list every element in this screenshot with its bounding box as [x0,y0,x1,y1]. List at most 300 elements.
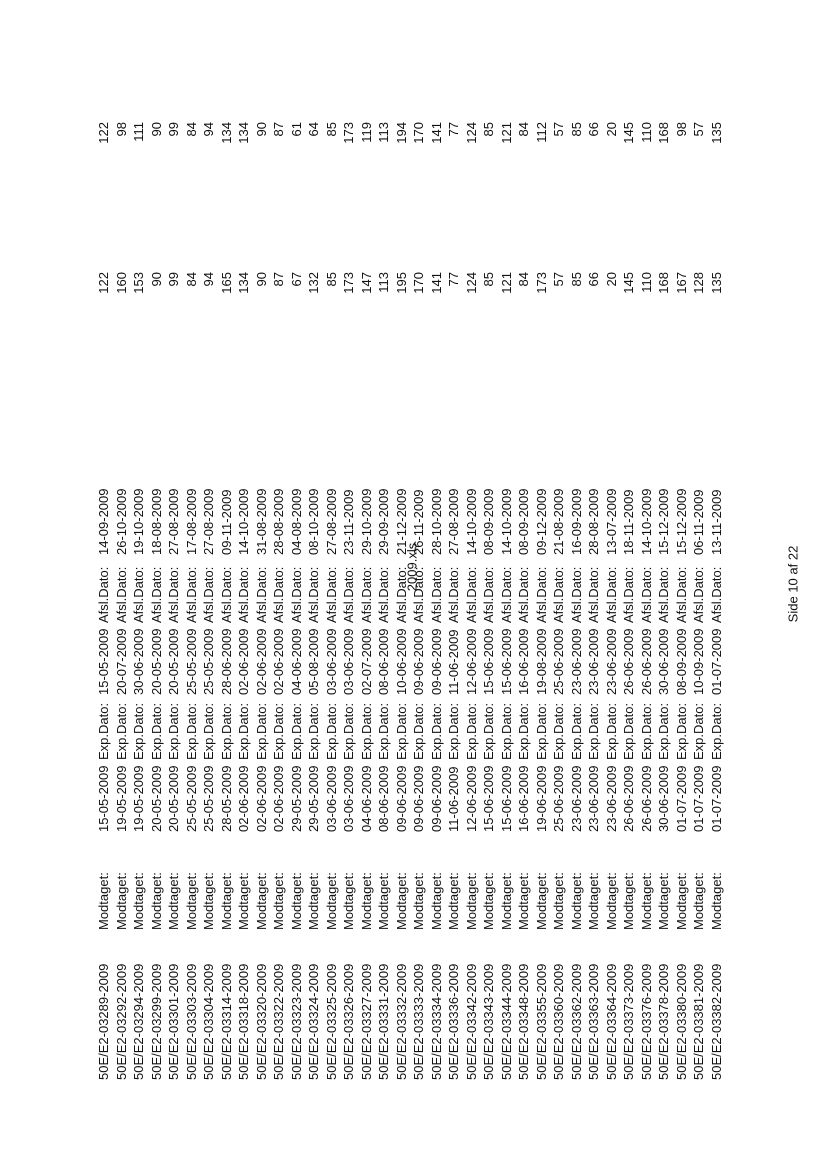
received-label-cell: Modtaget: [621,872,636,930]
exp-label-cell: Exp.Dato: [306,702,321,760]
days-total-cell: 173 [533,272,549,294]
days-exp-cell: 119 [358,122,374,143]
received-label-cell: Modtaget: [323,872,339,930]
closed-label-cell: Afsl.Dato: [271,566,286,623]
exp-date-cell: 09-06-2009 [411,628,426,695]
closed-date-cell: 27-08-2009 [166,488,181,555]
days-exp-cell: 170 [411,122,426,144]
exp-label-cell: Exp.Dato: [183,702,199,760]
exp-date-cell: 15-06-2009 [498,628,514,695]
table-row [130,120,148,1080]
days-exp-cell: 134 [218,122,234,144]
closed-date-cell: 14-09-2009 [96,488,111,555]
exp-label-cell: Exp.Dato: [603,702,619,760]
days-total-cell: 128 [691,272,706,294]
days-exp-cell: 112 [533,122,549,143]
exp-label-cell: Exp.Dato: [656,702,671,760]
case-id-cell: 50E/E2-03332-2009 [393,963,409,1080]
exp-date-cell: 02-07-2009 [358,628,374,695]
closed-date-cell: 18-11-2009 [621,489,636,555]
closed-date-cell: 15-12-2009 [673,488,689,555]
closed-date-cell: 27-08-2009 [201,488,216,555]
closed-label-cell: Afsl.Dato: [148,566,164,623]
received-date-cell: 01-07-2009 [691,765,706,832]
closed-date-cell: 28-08-2009 [271,488,286,555]
closed-date-cell: 14-10-2009 [463,488,479,555]
received-label-cell: Modtaget: [236,872,251,930]
closed-date-cell: 09-11-2009 [218,489,234,555]
table-row [550,120,568,1080]
days-total-cell: 195 [393,272,409,294]
exp-date-cell: 11-06-2009 [446,629,461,695]
closed-label-cell: Afsl.Dato: [411,566,426,623]
received-label-cell: Modtaget: [708,872,724,930]
table-row [673,120,691,1080]
closed-label-cell: Afsl.Dato: [708,566,724,623]
days-total-cell: 160 [113,272,129,294]
exp-date-cell: 08-09-2009 [673,628,689,695]
closed-label-cell: Afsl.Dato: [306,566,321,623]
exp-date-cell: 10-06-2009 [393,628,409,695]
exp-label-cell: Exp.Dato: [673,702,689,760]
exp-label-cell: Exp.Dato: [428,702,444,760]
closed-label-cell: Afsl.Dato: [673,566,689,623]
exp-date-cell: 25-05-2009 [201,628,216,695]
table-row [498,120,516,1080]
exp-label-cell: Exp.Dato: [551,702,566,760]
table-row [533,120,551,1080]
received-date-cell: 15-06-2009 [498,765,514,832]
closed-date-cell: 09-12-2009 [533,488,549,555]
exp-date-cell: 12-06-2009 [463,628,479,695]
table-row [305,120,323,1080]
table-row [515,120,533,1080]
closed-date-cell: 08-09-2009 [516,488,531,555]
days-total-cell: 94 [201,272,216,287]
received-label-cell: Modtaget: [341,872,356,930]
days-exp-cell: 64 [306,122,321,137]
case-id-cell: 50E/E2-03333-2009 [411,963,426,1080]
received-label-cell: Modtaget: [96,872,111,930]
days-exp-cell: 85 [481,122,496,137]
case-id-cell: 50E/E2-03378-2009 [656,963,671,1080]
received-date-cell: 20-05-2009 [166,765,181,832]
received-label-cell: Modtaget: [603,872,619,930]
case-id-cell: 50E/E2-03323-2009 [288,963,304,1080]
closed-date-cell: 27-08-2009 [446,488,461,555]
closed-date-cell: 27-08-2009 [323,488,339,555]
exp-label-cell: Exp.Dato: [376,702,391,760]
closed-label-cell: Afsl.Dato: [201,566,216,623]
days-total-cell: 77 [446,272,461,287]
table-row [375,120,393,1080]
days-exp-cell: 90 [253,122,269,137]
exp-date-cell: 02-06-2009 [271,628,286,695]
received-date-cell: 28-05-2009 [218,765,234,832]
exp-label-cell: Exp.Dato: [323,702,339,760]
closed-date-cell: 26-10-2009 [113,488,129,555]
days-total-cell: 121 [498,272,514,294]
received-date-cell: 03-06-2009 [341,765,356,832]
days-total-cell: 170 [411,272,426,294]
table-row [620,120,638,1080]
received-label-cell: Modtaget: [498,872,514,930]
exp-date-cell: 15-05-2009 [96,628,111,695]
days-total-cell: 110 [638,272,654,293]
table-row [200,120,218,1080]
received-label-cell: Modtaget: [481,872,496,930]
table-row [410,120,428,1080]
received-date-cell: 30-06-2009 [656,765,671,832]
closed-date-cell: 26-11-2009 [411,489,426,555]
case-id-cell: 50E/E2-03362-2009 [568,963,584,1080]
closed-date-cell: 17-08-2009 [183,488,199,555]
days-exp-cell: 85 [568,122,584,137]
case-id-cell: 50E/E2-03344-2009 [498,963,514,1080]
days-total-cell: 167 [673,272,689,294]
days-exp-cell: 20 [603,122,619,137]
received-date-cell: 02-06-2009 [253,765,269,832]
closed-date-cell: 14-10-2009 [498,488,514,555]
days-exp-cell: 134 [236,122,251,144]
exp-date-cell: 30-06-2009 [131,628,146,695]
exp-label-cell: Exp.Dato: [288,702,304,760]
closed-label-cell: Afsl.Dato: [428,566,444,623]
days-total-cell: 85 [481,272,496,287]
received-label-cell: Modtaget: [131,872,146,930]
received-date-cell: 26-06-2009 [621,765,636,832]
closed-label-cell: Afsl.Dato: [533,566,549,623]
exp-label-cell: Exp.Dato: [516,702,531,760]
table-row [393,120,411,1080]
days-exp-cell: 99 [166,122,181,137]
table-row [708,120,726,1080]
exp-label-cell: Exp.Dato: [568,702,584,760]
received-date-cell: 09-06-2009 [393,765,409,832]
case-id-cell: 50E/E2-03348-2009 [516,963,531,1080]
closed-label-cell: Afsl.Dato: [166,566,181,623]
days-exp-cell: 168 [656,122,671,144]
days-exp-cell: 121 [498,122,514,144]
received-label-cell: Modtaget: [691,872,706,930]
case-id-cell: 50E/E2-03380-2009 [673,963,689,1080]
days-total-cell: 87 [271,272,286,287]
table-row [218,120,236,1080]
exp-label-cell: Exp.Dato: [358,702,374,760]
closed-label-cell: Afsl.Dato: [253,566,269,623]
table-row [638,120,656,1080]
received-label-cell: Modtaget: [428,872,444,930]
closed-date-cell: 18-08-2009 [148,488,164,555]
closed-label-cell: Afsl.Dato: [446,566,461,623]
days-total-cell: 113 [376,272,391,293]
received-date-cell: 19-06-2009 [533,765,549,832]
days-total-cell: 168 [656,272,671,294]
days-exp-cell: 66 [586,122,601,137]
received-label-cell: Modtaget: [638,872,654,930]
table-row [690,120,708,1080]
days-total-cell: 132 [306,272,321,294]
table-row [288,120,306,1080]
exp-date-cell: 15-06-2009 [481,628,496,695]
exp-date-cell: 20-05-2009 [166,628,181,695]
closed-label-cell: Afsl.Dato: [393,566,409,623]
received-date-cell: 19-05-2009 [113,765,129,832]
days-exp-cell: 90 [148,122,164,137]
exp-label-cell: Exp.Dato: [166,702,181,760]
case-id-cell: 50E/E2-03304-2009 [201,963,216,1080]
days-exp-cell: 61 [288,122,304,137]
days-total-cell: 173 [341,272,356,294]
days-total-cell: 99 [166,272,181,287]
received-date-cell: 08-06-2009 [376,765,391,832]
case-id-cell: 50E/E2-03292-2009 [113,963,129,1080]
case-id-cell: 50E/E2-03326-2009 [341,963,356,1080]
days-exp-cell: 84 [516,122,531,137]
received-label-cell: Modtaget: [271,872,286,930]
exp-label-cell: Exp.Dato: [218,702,234,760]
days-exp-cell: 110 [638,122,654,143]
table-row [183,120,201,1080]
days-exp-cell: 194 [393,122,409,144]
page-footer-number: Side 10 af 22 [785,545,801,623]
received-date-cell: 23-06-2009 [568,765,584,832]
days-exp-cell: 57 [551,122,566,137]
closed-label-cell: Afsl.Dato: [621,566,636,623]
case-id-cell: 50E/E2-03381-2009 [691,963,706,1080]
table-row [480,120,498,1080]
received-date-cell: 25-06-2009 [551,765,566,832]
days-exp-cell: 173 [341,122,356,144]
received-date-cell: 26-06-2009 [638,765,654,832]
closed-label-cell: Afsl.Dato: [603,566,619,623]
days-total-cell: 85 [568,272,584,287]
days-exp-cell: 87 [271,122,286,137]
days-total-cell: 66 [586,272,601,287]
closed-date-cell: 16-09-2009 [568,488,584,555]
closed-label-cell: Afsl.Dato: [131,566,146,623]
case-id-cell: 50E/E2-03355-2009 [533,963,549,1080]
exp-date-cell: 23-06-2009 [568,628,584,695]
closed-label-cell: Afsl.Dato: [551,566,566,623]
closed-label-cell: Afsl.Dato: [481,566,496,623]
days-exp-cell: 94 [201,122,216,137]
closed-label-cell: Afsl.Dato: [113,566,129,623]
received-date-cell: 25-05-2009 [183,765,199,832]
case-id-cell: 50E/E2-03382-2009 [708,963,724,1080]
records-table [95,120,725,1080]
closed-date-cell: 06-11-2009 [691,489,706,555]
days-exp-cell: 113 [376,122,391,143]
closed-label-cell: Afsl.Dato: [358,566,374,623]
days-exp-cell: 124 [463,122,479,144]
received-label-cell: Modtaget: [218,872,234,930]
exp-label-cell: Exp.Dato: [411,702,426,760]
table-row [340,120,358,1080]
case-id-cell: 50E/E2-03301-2009 [166,963,181,1080]
table-row [253,120,271,1080]
received-label-cell: Modtaget: [393,872,409,930]
closed-label-cell: Afsl.Dato: [498,566,514,623]
received-label-cell: Modtaget: [551,872,566,930]
table-row [270,120,288,1080]
exp-label-cell: Exp.Dato: [341,702,356,760]
received-label-cell: Modtaget: [516,872,531,930]
closed-date-cell: 13-11-2009 [708,489,724,555]
exp-label-cell: Exp.Dato: [621,702,636,760]
received-label-cell: Modtaget: [533,872,549,930]
closed-label-cell: Afsl.Dato: [568,566,584,623]
closed-date-cell: 28-10-2009 [428,488,444,555]
exp-date-cell: 01-07-2009 [708,628,724,695]
closed-date-cell: 23-11-2009 [341,489,356,555]
exp-label-cell: Exp.Dato: [271,702,286,760]
days-total-cell: 84 [516,272,531,287]
exp-date-cell: 16-06-2009 [516,628,531,695]
table-row [323,120,341,1080]
closed-label-cell: Afsl.Dato: [236,566,251,623]
case-id-cell: 50E/E2-03334-2009 [428,963,444,1080]
case-id-cell: 50E/E2-03289-2009 [96,963,111,1080]
exp-date-cell: 10-09-2009 [691,628,706,695]
days-total-cell: 141 [428,272,444,294]
case-id-cell: 50E/E2-03322-2009 [271,963,286,1080]
exp-date-cell: 26-06-2009 [621,628,636,695]
exp-label-cell: Exp.Dato: [586,702,601,760]
case-id-cell: 50E/E2-03314-2009 [218,963,234,1080]
closed-label-cell: Afsl.Dato: [96,566,111,623]
days-total-cell: 67 [288,272,304,287]
days-total-cell: 135 [708,272,724,294]
days-total-cell: 165 [218,272,234,294]
days-exp-cell: 98 [113,122,129,137]
received-date-cell: 02-06-2009 [236,765,251,832]
case-id-cell: 50E/E2-03336-2009 [446,963,461,1080]
days-exp-cell: 84 [183,122,199,137]
days-exp-cell: 57 [691,122,706,137]
received-label-cell: Modtaget: [411,872,426,930]
received-date-cell: 23-06-2009 [603,765,619,832]
received-date-cell: 01-07-2009 [708,765,724,832]
closed-date-cell: 21-08-2009 [551,488,566,555]
received-label-cell: Modtaget: [166,872,181,930]
received-date-cell: 29-05-2009 [288,765,304,832]
exp-date-cell: 09-06-2009 [428,628,444,695]
closed-date-cell: 28-08-2009 [586,488,601,555]
received-date-cell: 23-06-2009 [586,765,601,832]
exp-label-cell: Exp.Dato: [638,702,654,760]
case-id-cell: 50E/E2-03325-2009 [323,963,339,1080]
days-total-cell: 145 [621,272,636,294]
case-id-cell: 50E/E2-03360-2009 [551,963,566,1080]
received-label-cell: Modtaget: [586,872,601,930]
exp-date-cell: 30-06-2009 [656,628,671,695]
days-exp-cell: 111 [131,122,146,142]
days-exp-cell: 85 [323,122,339,137]
received-label-cell: Modtaget: [148,872,164,930]
closed-date-cell: 13-07-2009 [603,488,619,555]
received-label-cell: Modtaget: [463,872,479,930]
case-id-cell: 50E/E2-03327-2009 [358,963,374,1080]
received-date-cell: 20-05-2009 [148,765,164,832]
exp-date-cell: 20-07-2009 [113,628,129,695]
received-label-cell: Modtaget: [358,872,374,930]
table-row [95,120,113,1080]
exp-date-cell: 28-06-2009 [218,628,234,695]
case-id-cell: 50E/E2-03324-2009 [306,963,321,1080]
exp-label-cell: Exp.Dato: [113,702,129,760]
received-date-cell: 16-06-2009 [516,765,531,832]
case-id-cell: 50E/E2-03373-2009 [621,963,636,1080]
days-exp-cell: 77 [446,122,461,137]
exp-label-cell: Exp.Dato: [148,702,164,760]
days-total-cell: 90 [253,272,269,287]
closed-date-cell: 15-12-2009 [656,488,671,555]
closed-label-cell: Afsl.Dato: [691,566,706,623]
exp-label-cell: Exp.Dato: [446,702,461,760]
exp-label-cell: Exp.Dato: [463,702,479,760]
received-date-cell: 25-05-2009 [201,765,216,832]
page-header-title: 2009.xls [404,542,420,592]
received-date-cell: 15-06-2009 [481,765,496,832]
exp-date-cell: 23-06-2009 [603,628,619,695]
exp-label-cell: Exp.Dato: [498,702,514,760]
received-date-cell: 15-05-2009 [96,765,111,832]
received-date-cell: 11-06-2009 [446,766,461,832]
table-row [655,120,673,1080]
exp-date-cell: 08-06-2009 [376,628,391,695]
exp-label-cell: Exp.Dato: [708,702,724,760]
days-total-cell: 84 [183,272,199,287]
closed-label-cell: Afsl.Dato: [323,566,339,623]
received-date-cell: 09-06-2009 [428,765,444,832]
exp-date-cell: 19-08-2009 [533,628,549,695]
table-row [113,120,131,1080]
closed-date-cell: 14-10-2009 [638,488,654,555]
closed-label-cell: Afsl.Dato: [341,566,356,623]
closed-label-cell: Afsl.Dato: [183,566,199,623]
closed-date-cell: 21-12-2009 [393,488,409,555]
exp-date-cell: 03-06-2009 [341,628,356,695]
days-total-cell: 122 [96,272,111,294]
received-date-cell: 02-06-2009 [271,765,286,832]
closed-date-cell: 14-10-2009 [236,488,251,555]
exp-label-cell: Exp.Dato: [201,702,216,760]
table-row [585,120,603,1080]
days-total-cell: 57 [551,272,566,287]
exp-date-cell: 03-06-2009 [323,628,339,695]
exp-date-cell: 23-06-2009 [586,628,601,695]
received-label-cell: Modtaget: [288,872,304,930]
days-total-cell: 153 [131,272,146,294]
exp-date-cell: 05-08-2009 [306,628,321,695]
case-id-cell: 50E/E2-03376-2009 [638,963,654,1080]
received-date-cell: 12-06-2009 [463,765,479,832]
received-label-cell: Modtaget: [113,872,129,930]
exp-date-cell: 04-06-2009 [288,628,304,695]
exp-date-cell: 20-05-2009 [148,628,164,695]
closed-date-cell: 08-09-2009 [481,488,496,555]
received-date-cell: 03-06-2009 [323,765,339,832]
closed-label-cell: Afsl.Dato: [376,566,391,623]
table-row [235,120,253,1080]
exp-date-cell: 02-06-2009 [236,628,251,695]
received-label-cell: Modtaget: [376,872,391,930]
case-id-cell: 50E/E2-03343-2009 [481,963,496,1080]
case-id-cell: 50E/E2-03303-2009 [183,963,199,1080]
table-row [445,120,463,1080]
exp-label-cell: Exp.Dato: [533,702,549,760]
